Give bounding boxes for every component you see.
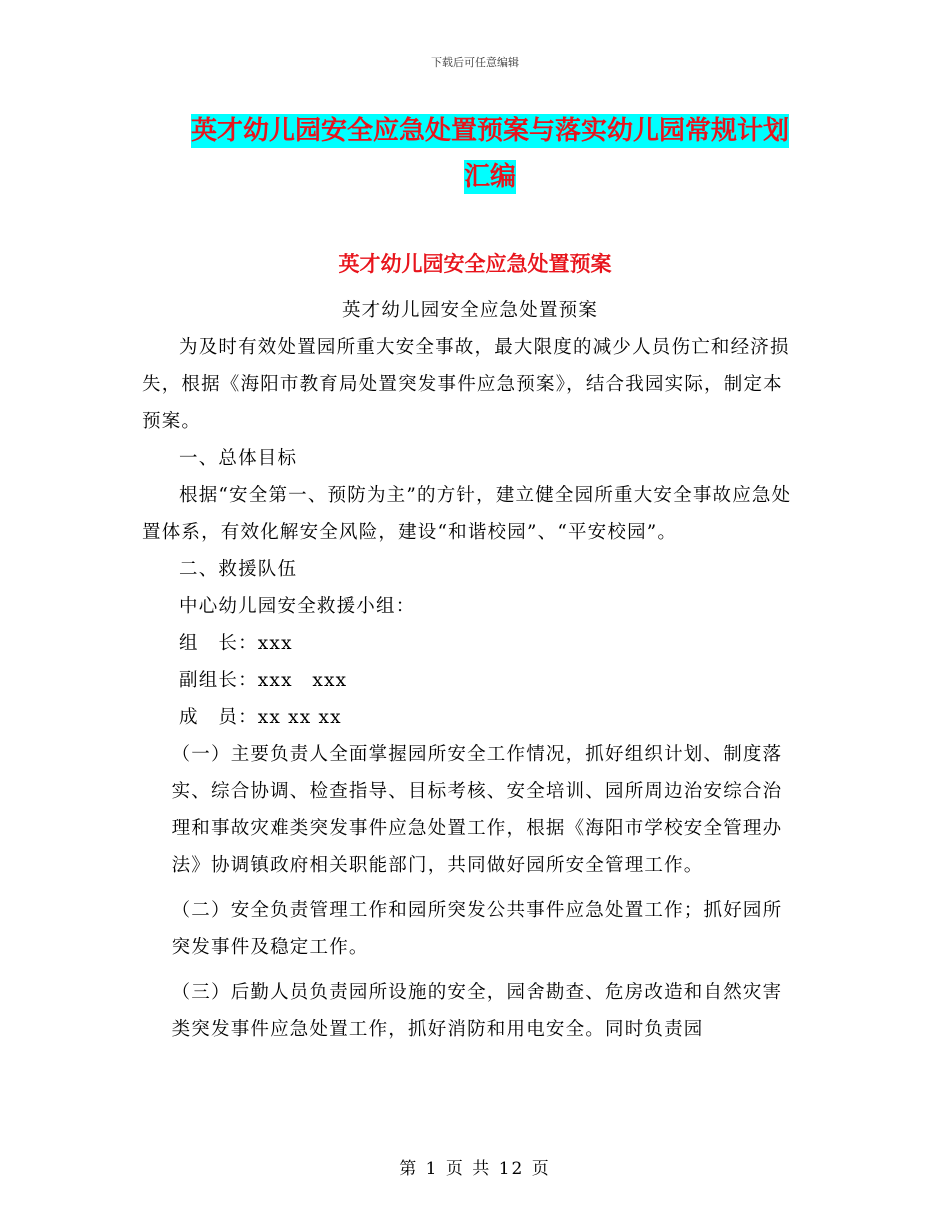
team-members: 成 员：xx xx xx [179,707,342,728]
team-deputy: 副组长：xxx xxx [179,670,348,691]
heading-general-goal: 一、总体目标 [179,448,298,469]
paragraph: 根据“安全第一、预防为主”的方针，建立健全园所重大安全事故应急处置体系，有效化解安全风险，建设“和谐校园”、“平安校园”。 [142,485,792,543]
title-line-1: 英才幼儿园安全应急处置预案与落实幼儿园常规计划 [190,116,789,146]
paragraph: 中心幼儿园安全救援小组： [179,596,416,617]
paragraph: （三）后勤人员负责园所设施的安全，园舍勘查、危房改造和自然灾害类突发事件应急处置工作，抓好消防和用电安全。同时负责园 [171,982,783,1040]
section-title: 英才幼儿园安全应急处置预案 [338,252,612,276]
page-footer: 第 1 页 共 12 页 [399,1159,551,1179]
team-leader: 组 长：xxx [179,633,293,654]
paragraph: （一）主要负责人全面掌握园所安全工作情况，抓好组织计划、制度落实、综合协调、检查指导、目标考核、安全培训、园所周边治安综合治理和事故灾难类突发事件应急处置工作，根据《海阳市学校安全管理办法》协调镇政府相关职能部门，共同做好园所安全管理工作。 [171,744,783,876]
header-note: 下载后可任意编辑 [431,56,519,69]
subtitle: 英才幼儿园安全应急处置预案 [341,300,599,321]
title-line-2: 汇编 [463,162,516,192]
paragraph: 为及时有效处置园所重大安全事故，最大限度的减少人员伤亡和经济损失，根据《海阳市教育局处置突发事件应急预案》，结合我园实际，制定本预案。 [142,337,790,432]
heading-rescue-team: 二、救援队伍 [179,559,298,580]
paragraph: （二）安全负责管理工作和园所突发公共事件应急处置工作；抓好园所突发事件及稳定工作。 [171,900,783,958]
document-body [142,292,798,1048]
document-title [150,108,830,200]
